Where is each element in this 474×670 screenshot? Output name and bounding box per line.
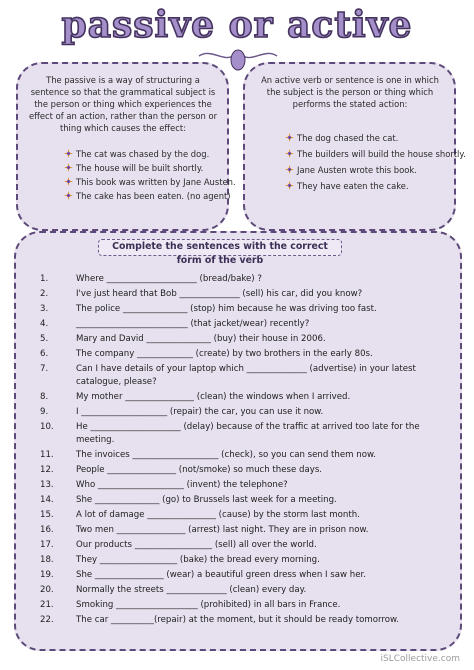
exercise-sentence: __________________________ (that jacket/wear) recently? [76, 319, 310, 329]
exercise-sentence: Our products __________________ (sell) all over the world. [76, 540, 317, 550]
exercise-number: 7. [40, 364, 49, 374]
exercise-sentence: Mary and David _______________ (buy) their house in 2006. [76, 334, 326, 344]
bullet-star-icon [64, 149, 73, 158]
exercise-sentence: Two men ________________ (arrest) last night. They are in prison now. [76, 525, 369, 535]
exercise-sentence: He _____________________ (delay) because of the traffic at arrived too late for the meeting. [76, 422, 420, 445]
exercise-number: 19. [40, 570, 54, 580]
exercise-number: 15. [40, 510, 54, 520]
passive-definition: The passive is a way of structuring a sentence so that the grammatical subject is the person or thing which experiences the effect of an action, rather than the person or thing which causes the effect: [28, 75, 218, 133]
exercise-sentence: The police _______________ (stop) him because he was driving too fast. [76, 304, 377, 314]
exercise-sentence: The invoices ____________________ (check), so you can send them now. [76, 450, 376, 460]
exercise-sentence: Where _____________________ (bread/bake) ? [76, 274, 262, 284]
exercise-number: 5. [40, 334, 49, 344]
exercise-number: 3. [40, 304, 49, 314]
exercise-number: 8. [40, 392, 49, 402]
exercise-number: 18. [40, 555, 54, 565]
passive-example: The cake has been eaten. (no agent) [64, 190, 231, 203]
bullet-star-icon [285, 181, 294, 190]
exercise-number: 1. [40, 274, 49, 284]
exercise-sentence: She ________________ (wear) a beautiful green dress when I saw her. [76, 570, 367, 580]
bullet-star-icon [64, 163, 73, 172]
exercise-instruction: Complete the sentences with the correct form of the verb [98, 239, 342, 256]
exercise-number: 9. [40, 407, 49, 417]
exercise-sentence: The company _____________ (create) by two brothers in the early 80s. [76, 349, 373, 359]
active-definition-panel [243, 62, 466, 231]
exercise-number: 11. [40, 450, 54, 460]
exercise-number: 4. [40, 319, 49, 329]
exercise-sentence: Who ____________________ (invent) the telephone? [76, 480, 288, 490]
exercise-sentence: People ________________ (not/smoke) so much these days. [76, 465, 323, 475]
bullet-star-icon [285, 165, 294, 174]
passive-example: This book was written by Jane Austen. [64, 176, 236, 189]
active-example: They have eaten the cake. [285, 180, 409, 193]
exercise-number: 21. [40, 600, 54, 610]
source-credit: iSLCollective.com [380, 654, 460, 664]
exercise-number: 12. [40, 465, 54, 475]
exercise-sentence: I ____________________ (repair) the car, you can use it now. [76, 407, 324, 417]
active-definition: An active verb or sentence is one in which the subject is the person or thing which performs the stated action: [261, 75, 439, 109]
bullet-star-icon [64, 191, 73, 200]
exercise-sentence: Normally the streets ______________ (clean) every day. [76, 585, 307, 595]
page-title: passive or active [61, 4, 413, 46]
passive-definition-panel [16, 62, 236, 231]
bullet-star-icon [285, 149, 294, 158]
bullet-star-icon [285, 133, 294, 142]
active-example: The dog chased the cat. [285, 132, 398, 145]
bullet-star-icon [64, 177, 73, 186]
exercise-sentence: She _______________ (go) to Brussels last week for a meeting. [76, 495, 337, 505]
exercise-number: 2. [40, 289, 49, 299]
exercise-number: 6. [40, 349, 49, 359]
exercise-number: 22. [40, 615, 54, 625]
active-example: Jane Austen wrote this book. [285, 164, 417, 177]
exercise-sentence: Can I have details of your laptop which ______________ (advertise) in your latest catalogue, please? [76, 364, 416, 387]
exercise-sentence: The car __________(repair) at the moment, but it should be ready tomorrow. [76, 615, 399, 625]
exercise-sentence: A lot of damage ________________ (cause) by the storm last month. [76, 510, 360, 520]
passive-example: The house will be built shortly. [64, 162, 203, 175]
active-example: The builders will build the house shortly. [285, 148, 466, 161]
exercise-number: 16. [40, 525, 54, 535]
exercise-sentence: Smoking ___________________ (prohibited) in all bars in France. [76, 600, 341, 610]
exercise-sentence: My mother ________________ (clean) the windows when I arrived. [76, 392, 351, 402]
exercise-number: 17. [40, 540, 54, 550]
exercise-number: 20. [40, 585, 54, 595]
exercise-number: 14. [40, 495, 54, 505]
passive-example: The cat was chased by the dog. [64, 148, 209, 161]
exercise-sentence: I've just heard that Bob ______________ (sell) his car, did you know? [76, 289, 363, 299]
exercise-number: 13. [40, 480, 54, 490]
exercise-number: 10. [40, 422, 54, 432]
exercise-sentence: They __________________ (bake) the bread every morning. [76, 555, 320, 565]
exercise-panel [14, 231, 462, 651]
